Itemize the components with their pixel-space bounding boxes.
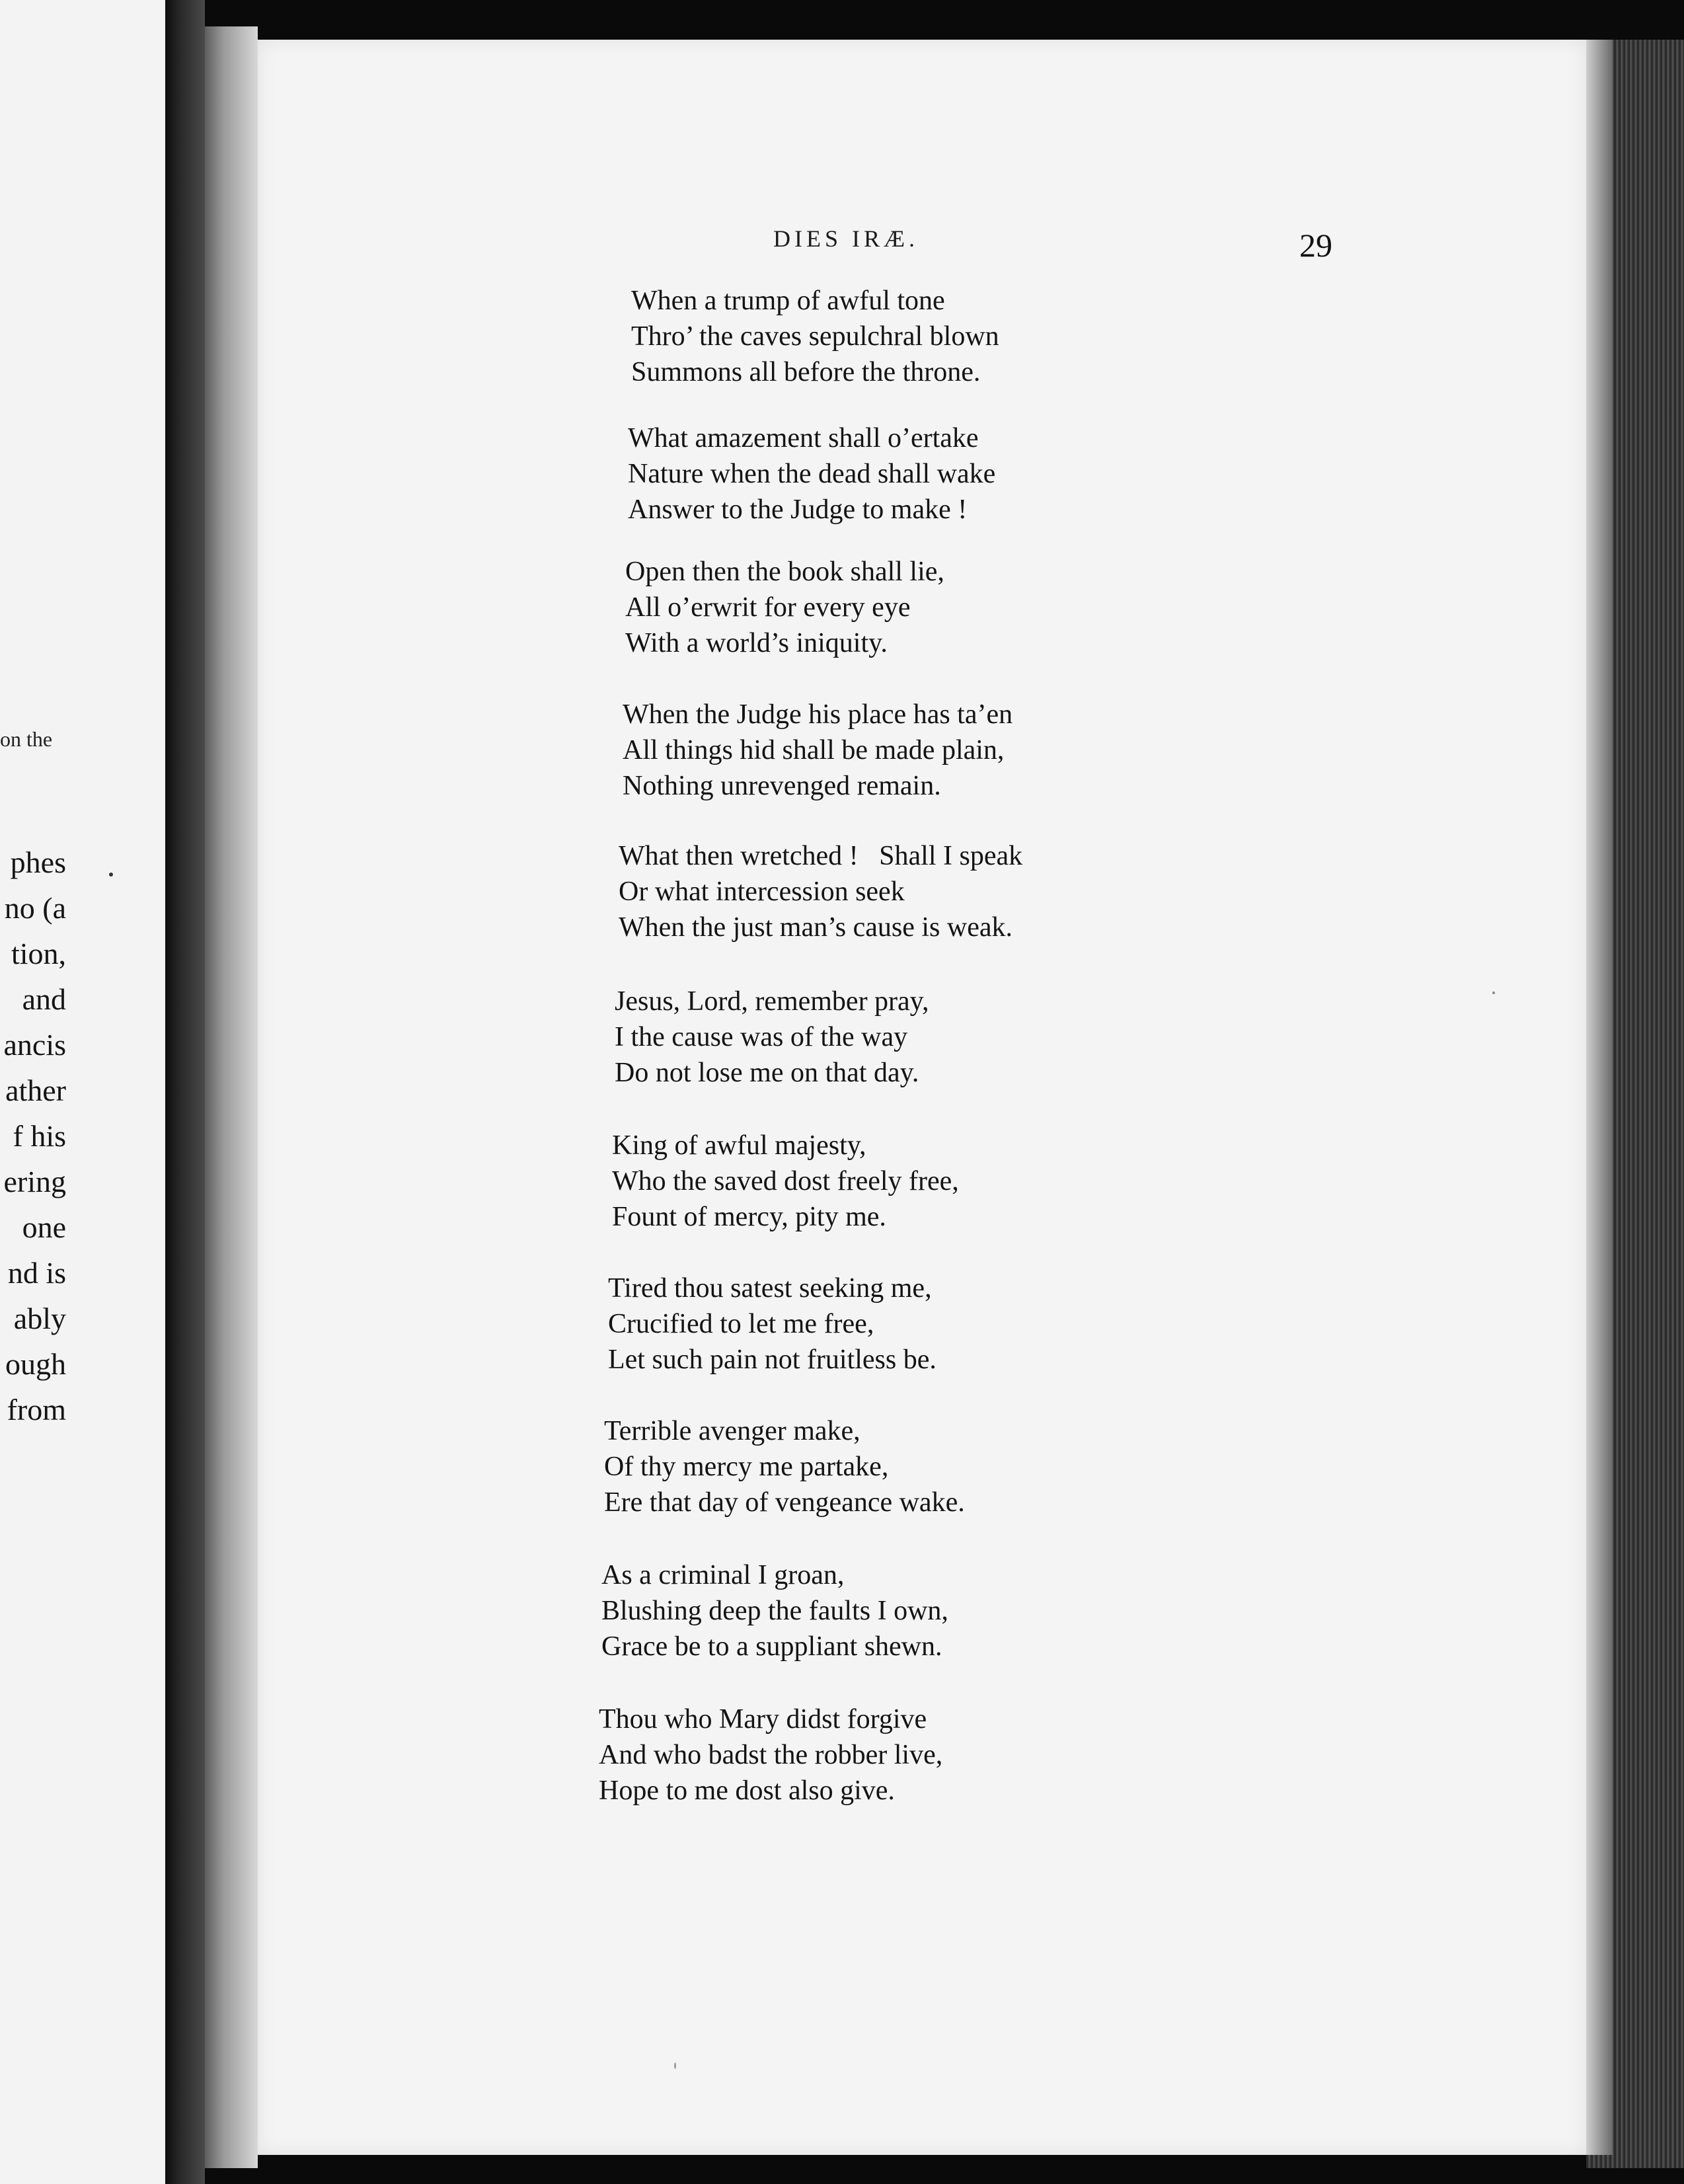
verse-line: Grace be to a suppliant shewn. bbox=[601, 1631, 942, 1662]
previous-page-line-fragment: f his bbox=[13, 1119, 66, 1153]
previous-page-line-fragment: ancis bbox=[3, 1028, 66, 1062]
verse-line: Thou who Mary didst forgive bbox=[599, 1704, 927, 1735]
previous-page-line-fragment: nd is bbox=[7, 1256, 66, 1290]
verse-line: Terrible avenger make, bbox=[604, 1416, 861, 1446]
verse-line: When the Judge his place has ta’en bbox=[623, 699, 1013, 730]
verse-line: Tired thou satest seeking me, bbox=[608, 1273, 932, 1304]
verse-line: With a world’s iniquity. bbox=[625, 628, 888, 658]
book-gutter-shadow bbox=[165, 0, 205, 2184]
previous-page-line-fragment: from bbox=[7, 1393, 66, 1426]
verse-line: Open then the book shall lie, bbox=[625, 557, 944, 587]
previous-page-line-fragment: ather bbox=[5, 1073, 66, 1107]
stanza-9 bbox=[604, 1413, 965, 1520]
previous-page-line-fragment: ably bbox=[13, 1302, 66, 1335]
stanza-8 bbox=[608, 1270, 937, 1378]
scan-speck bbox=[1492, 992, 1495, 994]
verse-line: What then wretched ! Shall I speak bbox=[619, 841, 1023, 871]
verse-line: What amazement shall o’ertake bbox=[628, 423, 979, 453]
verse-line: Hope to me dost also give. bbox=[599, 1775, 895, 1806]
stanza-3 bbox=[625, 554, 944, 661]
verse-line: Do not lose me on that day. bbox=[615, 1058, 919, 1088]
verse-line: All o’erwrit for every eye bbox=[625, 592, 911, 623]
verse-line: Jesus, Lord, remember pray, bbox=[615, 986, 929, 1017]
stanza-4 bbox=[623, 697, 1013, 804]
verse-line: Blushing deep the faults I own, bbox=[601, 1596, 948, 1626]
scan-speck bbox=[109, 873, 113, 877]
verse-line: When a trump of awful tone bbox=[631, 286, 945, 316]
verse-line: Let such pain not fruitless be. bbox=[608, 1345, 937, 1375]
previous-page-line-fragment: ough bbox=[5, 1347, 66, 1381]
verse-line: Summons all before the throne. bbox=[631, 357, 981, 387]
verse-line: Nothing unrevenged remain. bbox=[623, 771, 941, 801]
verse-line: Nature when the dead shall wake bbox=[628, 459, 996, 489]
verse-line: Of thy mercy me partake, bbox=[604, 1452, 889, 1482]
verse-line: Who the saved dost freely free, bbox=[612, 1166, 959, 1196]
previous-page-line-fragment: one bbox=[22, 1210, 66, 1244]
verse-line: When the just man’s cause is weak. bbox=[619, 912, 1013, 943]
verse-line: Crucified to let me free, bbox=[608, 1309, 874, 1339]
stanza-6 bbox=[615, 984, 929, 1091]
running-head: DIES IRÆ. bbox=[773, 225, 919, 252]
verse-line: Thro’ the caves sepulchral blown bbox=[631, 321, 999, 352]
page-fold-shading bbox=[205, 26, 258, 2168]
previous-page-line-fragment: phes bbox=[10, 845, 66, 879]
verse-line: Ere that day of vengeance wake. bbox=[604, 1487, 965, 1518]
previous-page-line-fragment: ering bbox=[3, 1165, 66, 1198]
stanza-10 bbox=[601, 1557, 948, 1664]
stanza-7 bbox=[612, 1128, 959, 1235]
page-number: 29 bbox=[1299, 227, 1332, 264]
previous-page-line-fragment: no (a bbox=[4, 891, 66, 925]
stanza-5 bbox=[619, 838, 1022, 945]
previous-page-line-fragment: tion, bbox=[11, 937, 66, 970]
verse-line: Answer to the Judge to make ! bbox=[628, 494, 968, 525]
verse-line: As a criminal I groan, bbox=[601, 1560, 845, 1590]
scan-speck bbox=[674, 2062, 676, 2069]
verse-line: King of awful majesty, bbox=[612, 1130, 866, 1161]
verse-line: Fount of mercy, pity me. bbox=[612, 1202, 886, 1232]
verse-line: I the cause was of the way bbox=[615, 1022, 908, 1052]
stanza-2 bbox=[628, 420, 995, 527]
previous-page-text-fragments bbox=[0, 839, 66, 1432]
verse-line: And who badst the robber live, bbox=[599, 1740, 943, 1770]
page-edge-shading bbox=[1586, 40, 1613, 2155]
previous-page-line-fragment: and bbox=[22, 982, 66, 1016]
stanza-1 bbox=[631, 283, 999, 390]
previous-page-footnote-fragment: on the bbox=[0, 727, 53, 751]
verse-line: Or what intercession seek bbox=[619, 877, 905, 907]
stanza-11 bbox=[599, 1701, 942, 1809]
verse-line: All things hid shall be made plain, bbox=[623, 735, 1005, 765]
